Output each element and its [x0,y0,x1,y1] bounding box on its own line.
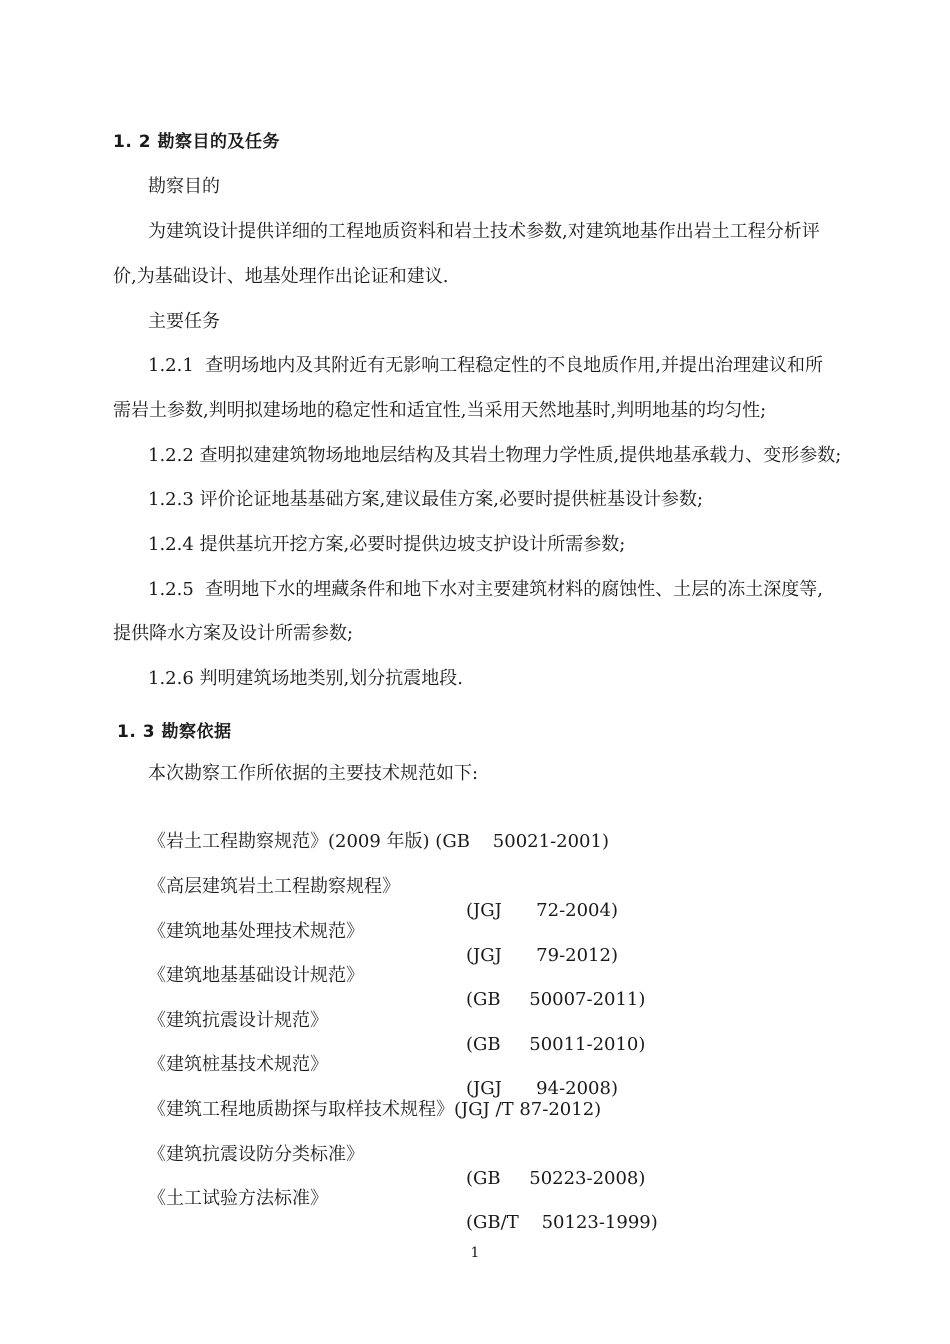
tasks-title: 主要任务 [148,311,220,332]
purpose-text-line-1: 为建筑设计提供详细的工程地质资料和岩土技术参数,对建筑地基作出岩土工程分析评 [148,221,820,242]
standard-title: 《建筑桩基技术规范》 [148,1054,328,1075]
standard-title: 《高层建筑岩土工程勘察规程》 [148,876,400,897]
standard-code: (JGJ 94-2008) [466,1078,618,1099]
task-1-line-1: 1.2.1 查明场地内及其附近有无影响工程稳定性的不良地质作用,并提出治理建议和所 [148,355,823,376]
standard-title: 《建筑抗震设计规范》 [148,1010,328,1031]
section-heading-1-2: 1. 2 勘察目的及任务 [113,132,280,152]
task-6: 1.2.6 判明建筑场地类别,划分抗震地段. [148,668,463,689]
task-5-line-1: 1.2.5 查明地下水的埋藏条件和地下水对主要建筑材料的腐蚀性、土层的冻土深度等, [148,579,823,600]
task-1-line-2: 需岩土参数,判明拟建场地的稳定性和适宜性,当采用天然地基时,判明地基的均匀性; [113,400,767,421]
task-3: 1.2.3 评价论证地基基础方案,建议最佳方案,必要时提供桩基设计参数; [148,489,704,510]
standard-title: 《建筑抗震设防分类标准》 [148,1144,364,1165]
purpose-title: 勘察目的 [148,176,220,197]
standard-code: (GB/T 50123-1999) [466,1212,658,1233]
standard-code: (GB 50223-2008) [466,1168,646,1189]
standard-code: (GB 50007-2011) [466,989,646,1010]
task-4: 1.2.4 提供基坑开挖方案,必要时提供边坡支护设计所需参数; [148,534,626,555]
standard-code: (JGJ 72-2004) [466,900,618,921]
standard-title: 《建筑地基基础设计规范》 [148,965,364,986]
standard-title: 《岩土工程勘察规范》(2009 年版) (GB 50021-2001) [148,831,609,852]
standards-intro: 本次勘察工作所依据的主要技术规范如下: [148,763,479,784]
section-heading-1-3: 1. 3 勘察依据 [117,722,232,742]
standard-title: 《土工试验方法标准》 [148,1188,328,1209]
task-5-line-2: 提供降水方案及设计所需参数; [113,623,354,644]
standard-title: 《建筑地基处理技术规范》 [148,921,364,942]
page-number: 1 [470,1245,480,1261]
task-2: 1.2.2 查明拟建建筑物场地地层结构及其岩土物理力学性质,提供地基承载力、变形参数; [148,445,842,466]
standard-code: (JGJ 79-2012) [466,945,618,966]
standard-code: (GB 50011-2010) [466,1034,646,1055]
purpose-text-line-2: 价,为基础设计、地基处理作出论证和建议. [113,266,449,287]
standard-title: 《建筑工程地质勘探与取样技术规程》(JGJ /T 87-2012) [148,1099,602,1120]
